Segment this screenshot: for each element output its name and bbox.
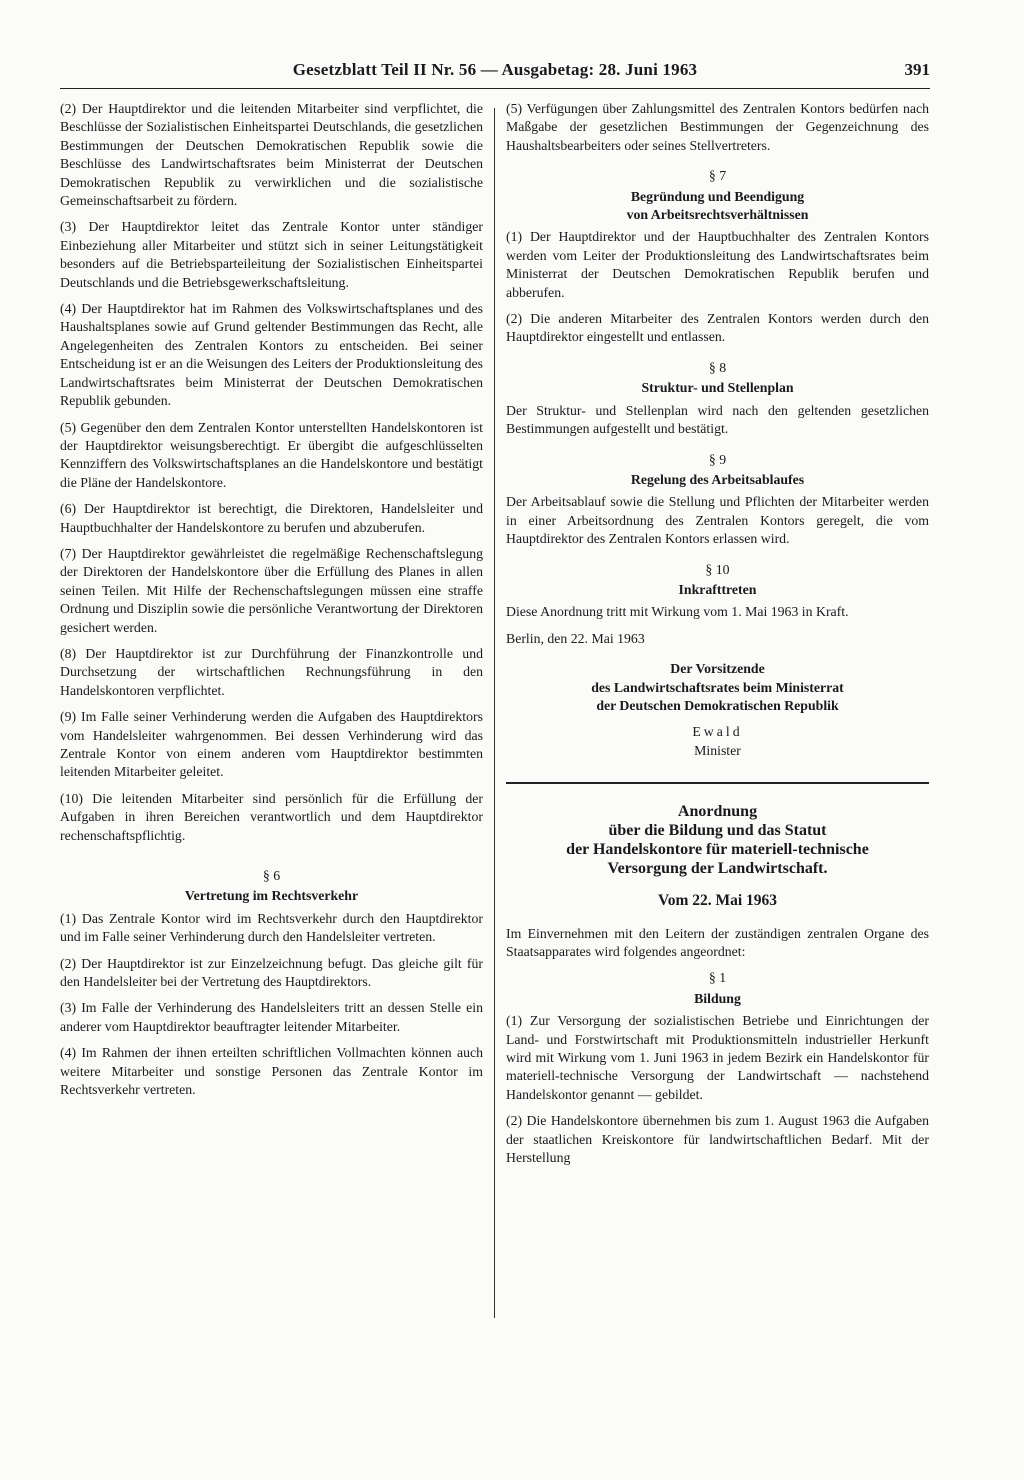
ordinance-title-line: der Handelskontore für materiell-technische [566, 841, 869, 859]
paragraph: Diese Anordnung tritt mit Wirkung vom 1. Mai 1963 in Kraft. [506, 604, 849, 620]
paragraph: (10) Die leitenden Mitarbeiter sind persönlich für die Erfüllung der Aufgaben in ihren Bereichen verantwortlich und dem Hauptdirektor rechenschaftspflichtig. [60, 790, 483, 843]
signature-line: des Landwirtschaftsrates beim Ministerrat [591, 679, 844, 695]
section-divider [506, 782, 929, 784]
paragraph: Der Arbeitsablauf sowie die Stellung und Pflichten der Mitarbeiter werden in einer Arbeitsordnung des Zentralen Kontors geregelt, die vom Hauptdirektor des Zentralen Kontors erlassen wird. [506, 494, 929, 547]
paragraph: (4) Im Rahmen der ihnen erteilten schriftlichen Vollmachten können auch weitere Mitarbeiter und sonstige Personen das Zentrale Kontor im Rechtsverkehr vertreten. [60, 1045, 483, 1098]
paragraph: (2) Der Hauptdirektor und die leitenden Mitarbeiter sind verpflichtet, die Beschlüsse der Sozialistischen Einheitspartei Deutschlands, die gesetzlichen Bestimmungen der Deutschen Demokratischen Republik sowie die Beschlüsse des Landwirtschaftsrates beim Ministerrat der Deutschen Demokratischen Republik zu verwirklichen und die sozialistische Gemeinschaftsarbeit zu fördern. [60, 101, 483, 209]
section-title: Regelung des Arbeitsablaufes [630, 471, 805, 487]
page-number: 391 [904, 60, 930, 79]
paragraph: (4) Der Hauptdirektor hat im Rahmen des Volkswirtschaftsplanes und des Haushaltsplanes sowie auf Grund geltender Bestimmungen das Recht, alle Angelegenheiten des Zentralen Kontors zu entscheiden. Bei seiner Entscheidung ist er an die Weisungen des Leiters der Produktionsleitung des Landwirtschaftsrates beim Ministerrat der Deutschen Demokratischen Republik gebunden. [60, 301, 483, 409]
section-number: § 6 [262, 868, 281, 884]
paragraph: (2) Der Hauptdirektor ist zur Einzelzeichnung befugt. Das gleiche gilt für den Handelsleiter bei der Vertretung des Hauptdirektors. [60, 955, 483, 990]
header-title: Gesetzblatt Teil II Nr. 56 — Ausgabetag: 28. Juni 1963 [292, 60, 698, 79]
section-title: Vertretung im Rechtsverkehr [184, 888, 359, 904]
left-column [60, 100, 483, 1440]
paragraph: (5) Gegenüber den dem Zentralen Kontor unterstellten Handelskontoren ist der Hauptdirektor weisungsberechtigt. Er übergibt die aufgeschlüsselten Kennziffern des Volkswirtschaftsplanes an die Handelskontore und bestätigt die Pläne der Handelskontore. [60, 419, 483, 490]
place-date: Berlin, den 22. Mai 1963 [506, 630, 645, 646]
ordinance-title [506, 802, 929, 878]
signature-block [506, 660, 929, 715]
section-title: Struktur- und Stellenplan [641, 380, 794, 396]
paragraph: (8) Der Hauptdirektor ist zur Durchführung der Finanzkontrolle und Durchsetzung der wirtschaftlichen Rechnungsführung in den Handelskontoren verpflichtet. [60, 645, 483, 698]
section-title: Begründung und Beendigung [630, 188, 805, 204]
paragraph: (3) Der Hauptdirektor leitet das Zentrale Kontor unter ständiger Einbeziehung aller Mitarbeiter und stützt sich in seiner Leitungstätigkeit besonders auf die Betriebsparteileitung der Sozialistischen Einheitspartei Deutschlands und die Betriebsgewerkschaftsleitung. [60, 219, 483, 290]
ordinance-title-line: Anordnung [677, 803, 758, 821]
paragraph: (1) Zur Versorgung der sozialistischen Betriebe und Einrichtungen der Land- und Forstwirtschaft mit Produktionsmitteln industrieller Herkunft wird mit Wirkung vom 1. Juni 1963 in jedem Bezirk ein Handelskontor für materiell-technische Versorgung der Landwirtschaft — nachstehend Handelskontor genannt — gebildet. [506, 1013, 929, 1102]
signature-line: Der Vorsitzende [670, 661, 765, 677]
paragraph: Der Struktur- und Stellenplan wird nach den geltenden gesetzlichen Bestimmungen aufgestellt und bestätigt. [506, 402, 929, 437]
ordinance-title-line: über die Bildung und das Statut [608, 822, 827, 840]
paragraph: (3) Im Falle der Verhinderung des Handelsleiters tritt an dessen Stelle ein anderer vom Hauptdirektor beauftragter leitender Mitarbeiter. [60, 1000, 483, 1034]
paragraph: (5) Verfügungen über Zahlungsmittel des Zentralen Kontors bedürfen nach Maßgabe der gesetzlichen Bestimmungen der Gegenzeichnung des Haushaltsbearbeiters oder seines Stellvertreters. [506, 101, 929, 153]
section-number: § 10 [705, 561, 730, 577]
right-column [506, 100, 929, 1440]
paragraph: (6) Der Hauptdirektor ist berechtigt, die Direktoren, Handelsleiter und Hauptbuchhalter der Handelskontore zu berufen und abzuberufen. [60, 501, 483, 535]
ordinance-date: Vom 22. Mai 1963 [657, 892, 778, 910]
page-header [60, 60, 930, 89]
paragraph: (1) Das Zentrale Kontor wird im Rechtsverkehr durch den Hauptdirektor und im Falle seiner Verhinderung durch den Handelsleiter vertreten. [60, 910, 483, 945]
paragraph: (1) Der Hauptdirektor und der Hauptbuchhalter des Zentralen Kontors werden vom Leiter der Produktionsleitung des Landwirtschaftsrates beim Ministerrat der Deutschen Demokratischen Republik berufen und abberufen. [506, 229, 929, 300]
column-divider [494, 108, 495, 1318]
signer-role: Minister [694, 742, 741, 758]
section-number: § 8 [708, 359, 727, 375]
intro-paragraph: Im Einvernehmen mit den Leitern der zuständigen zentralen Organe des Staatsapparates wird folgendes angeordnet: [506, 925, 929, 959]
ordinance-title-line: Versorgung der Landwirtschaft. [607, 860, 828, 878]
paragraph: (2) Die anderen Mitarbeiter des Zentralen Kontors werden durch den Hauptdirektor eingestellt und entlassen. [506, 311, 929, 345]
section-title: Inkrafttreten [678, 581, 757, 597]
paragraph: (9) Im Falle seiner Verhinderung werden die Aufgaben des Hauptdirektors vom Handelsleiter wahrgenommen. Bei dessen Verhinderung wird das Zentrale Kontor von einem anderen vom Hauptdirektor bestimmten leitenden Mitarbeiter geleitet. [60, 709, 483, 780]
paragraph: (7) Der Hauptdirektor gewährleistet die regelmäßige Rechenschaftslegung der Direktoren der Handelskontore über die Erfüllung des Planes in allen seinen Teilen. Mit Hilfe der Rechenschaftslegungen müssen eine straffe Ordnung und Disziplin sowie die persönliche Verantwortung der Direktoren gesichert werden. [60, 545, 483, 635]
section-title: Bildung [694, 990, 741, 1006]
section-title: von Arbeitsrechtsverhältnissen [626, 207, 809, 223]
paragraph: (2) Die Handelskontore übernehmen bis zum 1. August 1963 die Aufgaben der staatlichen Kreiskontore für landwirtschaftlichen Bedarf. Mit der Herstellung [506, 1113, 929, 1166]
signature-line: der Deutschen Demokratischen Republik [596, 697, 839, 713]
signer-name: Ewald [692, 724, 743, 740]
section-number: § 9 [708, 451, 727, 467]
section-number: § 7 [708, 168, 727, 184]
section-number: § 1 [708, 970, 727, 986]
